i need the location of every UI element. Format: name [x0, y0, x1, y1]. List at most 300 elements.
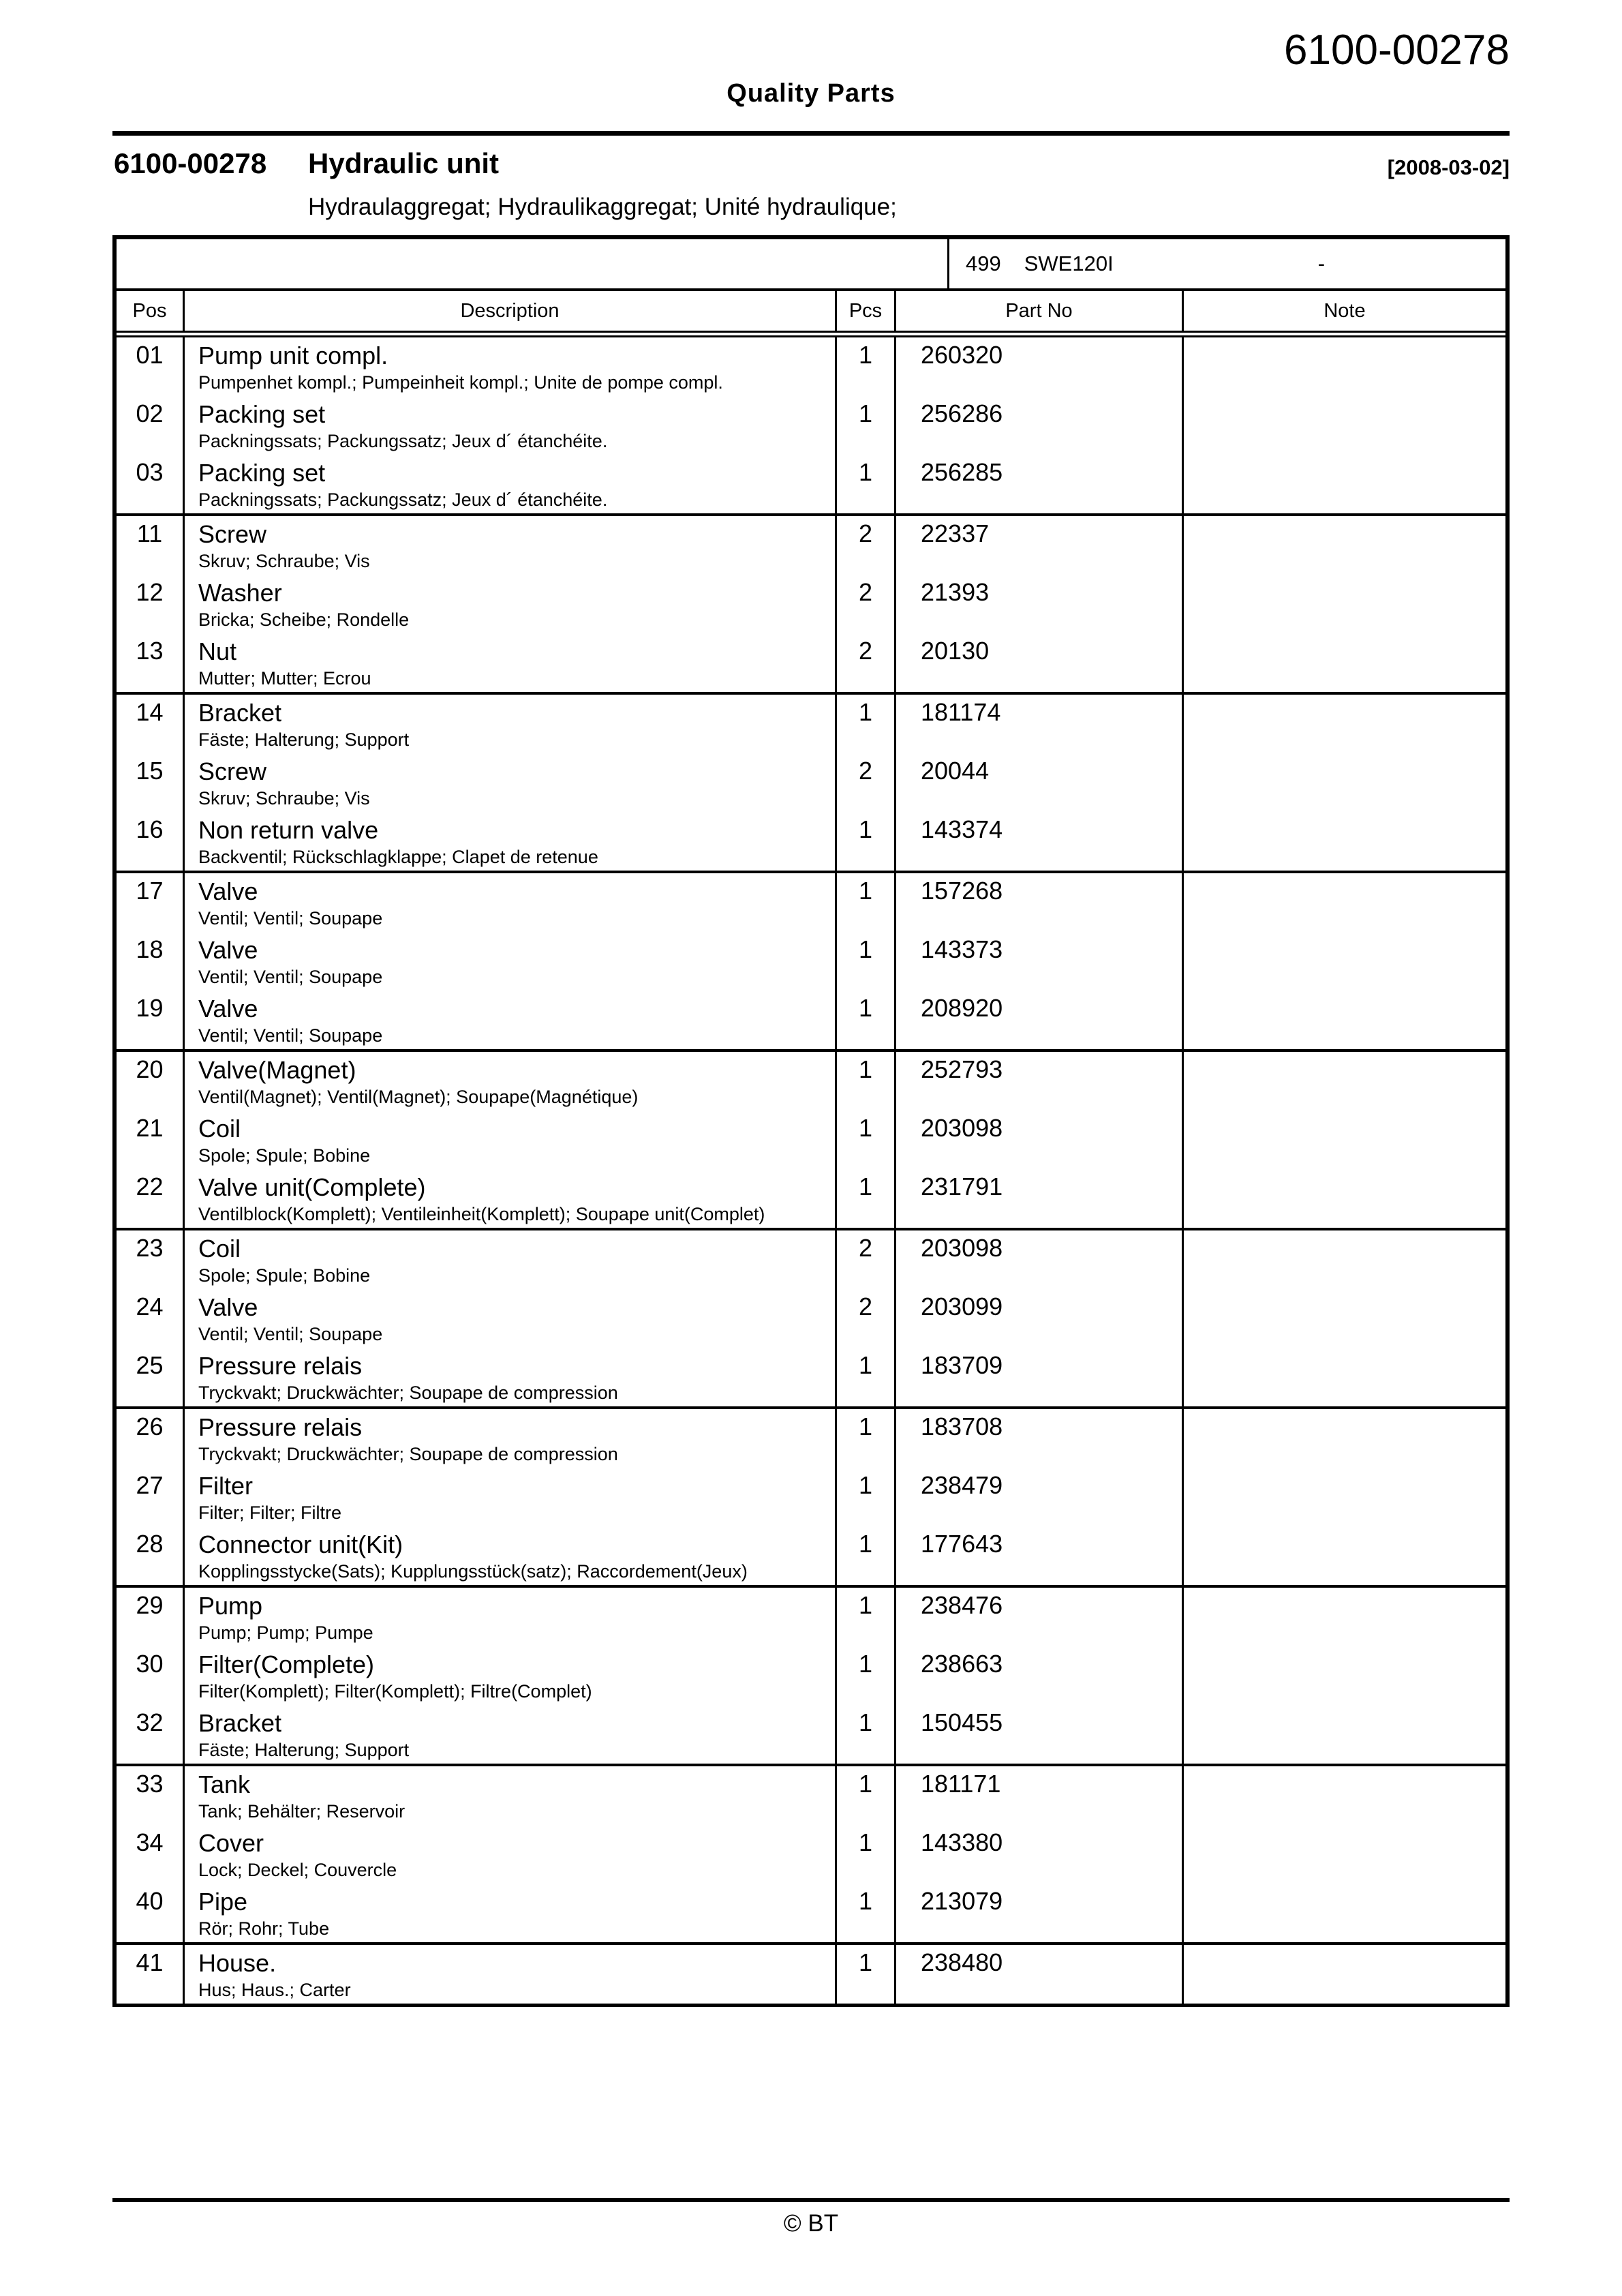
description-title: House.: [198, 1949, 277, 1977]
pos-cell: [117, 812, 185, 871]
pcs-cell: [837, 1646, 896, 1705]
title-translations: Hydraulaggregat; Hydraulikaggregat; Unité hydraulique;: [308, 194, 897, 220]
page-header-title: Quality Parts: [726, 79, 896, 108]
part-number: 203099: [921, 1293, 1003, 1320]
description-translations: Fäste; Halterung; Support: [198, 729, 410, 750]
description-title: Coil: [198, 1235, 241, 1263]
pos-cell: [117, 633, 185, 692]
pos-cell: [117, 1884, 185, 1942]
pcs-cell: [837, 1289, 896, 1348]
pcs-value: 1: [858, 1055, 873, 1083]
pcs-cell: [837, 695, 896, 753]
description-translations: Ventil(Magnet); Ventil(Magnet); Soupape(Magnétique): [198, 1087, 639, 1107]
pcs-value: 1: [858, 1114, 873, 1142]
pos-cell: [117, 991, 185, 1049]
part-number: 252793: [921, 1055, 1003, 1083]
description-title: Pump unit compl.: [198, 342, 388, 369]
part-number: 177643: [921, 1530, 1003, 1558]
footer-rule: [112, 2198, 1510, 2202]
description-cell: [185, 1945, 837, 2004]
description-translations: Spole; Spule; Bobine: [198, 1145, 371, 1166]
description-title: Non return valve: [198, 816, 379, 844]
table-column-header: [117, 291, 1505, 331]
pos-cell: [117, 932, 185, 991]
table-row: [117, 695, 1505, 753]
model-name: SWE120I: [1024, 252, 1114, 275]
pcs-cell: [837, 1884, 896, 1942]
table-row: [117, 1052, 1505, 1111]
note-cell: [1184, 1588, 1505, 1646]
pcs-value: 1: [858, 458, 873, 486]
pcs-value: 1: [858, 1173, 873, 1200]
row-group: [117, 873, 1505, 1052]
note-cell: [1184, 1766, 1505, 1825]
pos-cell: [117, 1526, 185, 1585]
pcs-cell: [837, 1526, 896, 1585]
part-number: 213079: [921, 1887, 1003, 1915]
pcs-cell: [837, 575, 896, 633]
part-number: 181174: [921, 698, 1001, 726]
description-cell: [185, 633, 837, 692]
description-translations: Tryckvakt; Druckwächter; Soupape de compression: [198, 1444, 618, 1464]
note-cell: [1184, 1052, 1505, 1111]
part-no-cell: [896, 455, 1184, 513]
part-number: 238480: [921, 1948, 1003, 1976]
description-translations: Ventil; Ventil; Soupape: [198, 1025, 383, 1046]
description-translations: Fäste; Halterung; Support: [198, 1740, 410, 1760]
description-cell: [185, 1111, 837, 1169]
pos-cell: [117, 337, 185, 396]
row-group: [117, 1052, 1505, 1230]
part-no-cell: [896, 396, 1184, 455]
pcs-value: 2: [858, 1293, 873, 1320]
model-row-empty-cell: [117, 239, 949, 288]
description-cell: [185, 455, 837, 513]
description-title: Packing set: [198, 459, 326, 487]
note-cell: [1184, 1825, 1505, 1884]
pcs-cell: [837, 812, 896, 871]
note-cell: [1184, 932, 1505, 991]
note-cell: [1184, 337, 1505, 396]
pcs-value: 1: [858, 341, 873, 369]
description-translations: Skruv; Schraube; Vis: [198, 551, 370, 571]
pcs-cell: [837, 1588, 896, 1646]
table-row: [117, 575, 1505, 633]
pos-number: 13: [136, 637, 164, 665]
pos-cell: [117, 1646, 185, 1705]
pcs-cell: [837, 753, 896, 812]
description-cell: [185, 1052, 837, 1111]
header-rule: [112, 131, 1510, 136]
part-no-cell: [896, 1705, 1184, 1764]
note-cell: [1184, 695, 1505, 753]
part-number: 208920: [921, 994, 1003, 1022]
description-cell: [185, 753, 837, 812]
pcs-value: 1: [858, 1887, 873, 1915]
note-cell: [1184, 1409, 1505, 1468]
pos-number: 41: [136, 1948, 164, 1976]
pcs-cell: [837, 932, 896, 991]
note-cell: [1184, 633, 1505, 692]
pos-cell: [117, 575, 185, 633]
description-cell: [185, 1884, 837, 1942]
part-no-cell: [896, 1111, 1184, 1169]
pos-number: 16: [136, 815, 164, 843]
column-header-description: Description: [185, 291, 837, 331]
description-translations: Rör; Rohr; Tube: [198, 1918, 330, 1939]
part-no-cell: [896, 1169, 1184, 1228]
table-row: [117, 1409, 1505, 1468]
part-no-cell: [896, 1588, 1184, 1646]
pcs-value: 1: [858, 1591, 873, 1619]
part-number: 143380: [921, 1828, 1003, 1856]
description-translations: Packningssats; Packungssatz; Jeux d´ étanchéite.: [198, 489, 608, 510]
description-cell: [185, 516, 837, 575]
pos-number: 29: [136, 1591, 164, 1619]
description-cell: [185, 1825, 837, 1884]
pos-cell: [117, 1468, 185, 1526]
description-cell: [185, 1588, 837, 1646]
description-title: Valve: [198, 877, 258, 905]
pcs-cell: [837, 1111, 896, 1169]
description-title: Coil: [198, 1115, 241, 1143]
page-title: Hydraulic unit: [308, 147, 500, 179]
part-no-cell: [896, 1945, 1184, 2004]
description-translations: Spole; Spule; Bobine: [198, 1265, 371, 1286]
pos-number: 14: [136, 698, 164, 726]
part-no-cell: [896, 1825, 1184, 1884]
description-translations: Hus; Haus.; Carter: [198, 1980, 351, 2000]
description-translations: Filter(Komplett); Filter(Komplett); Filtre(Complet): [198, 1681, 592, 1702]
part-number: 238476: [921, 1591, 1003, 1619]
description-translations: Bricka; Scheibe; Rondelle: [198, 609, 410, 630]
pcs-value: 1: [858, 877, 873, 905]
description-translations: Pumpenhet kompl.; Pumpeinheit kompl.; Unite de pompe compl.: [198, 372, 723, 393]
row-group: [117, 337, 1505, 516]
column-header-part-no: Part No: [896, 291, 1184, 331]
pos-cell: [117, 1348, 185, 1406]
row-group: [117, 1230, 1505, 1409]
description-cell: [185, 695, 837, 753]
pcs-cell: [837, 1169, 896, 1228]
description-cell: [185, 1289, 837, 1348]
note-cell: [1184, 1111, 1505, 1169]
pos-cell: [117, 753, 185, 812]
row-group: [117, 516, 1505, 695]
note-cell: [1184, 396, 1505, 455]
model-cell: [949, 239, 1505, 288]
description-translations: Ventil; Ventil; Soupape: [198, 967, 383, 987]
pos-number: 30: [136, 1650, 164, 1678]
note-cell: [1184, 1884, 1505, 1942]
pcs-value: 1: [858, 994, 873, 1022]
pos-cell: [117, 1705, 185, 1764]
note-cell: [1184, 516, 1505, 575]
note-cell: [1184, 1230, 1505, 1289]
pos-cell: [117, 1052, 185, 1111]
part-number: 183709: [921, 1351, 1003, 1379]
description-title: Tank: [198, 1770, 251, 1798]
pcs-value: 1: [858, 1471, 873, 1499]
table-row: [117, 1111, 1505, 1169]
description-translations: Tank; Behälter; Reservoir: [198, 1801, 406, 1822]
part-no-cell: [896, 1884, 1184, 1942]
pcs-cell: [837, 1766, 896, 1825]
part-no-cell: [896, 516, 1184, 575]
description-title: Connector unit(Kit): [198, 1530, 403, 1558]
part-no-cell: [896, 991, 1184, 1049]
title-document-number: 6100-00278: [114, 147, 267, 179]
table-row: [117, 1588, 1505, 1646]
description-title: Washer: [198, 579, 282, 607]
description-translations: Packningssats; Packungssatz; Jeux d´ étanchéite.: [198, 431, 608, 451]
description-translations: Tryckvakt; Druckwächter; Soupape de compression: [198, 1383, 618, 1403]
description-title: Pressure relais: [198, 1413, 363, 1441]
part-no-cell: [896, 337, 1184, 396]
table-row: [117, 337, 1505, 396]
description-translations: Ventil; Ventil; Soupape: [198, 908, 383, 928]
pcs-cell: [837, 1705, 896, 1764]
description-cell: [185, 1409, 837, 1468]
description-title: Valve: [198, 995, 258, 1023]
pos-cell: [117, 455, 185, 513]
pos-number: 22: [136, 1173, 164, 1200]
description-cell: [185, 337, 837, 396]
part-number: 238663: [921, 1650, 1003, 1678]
part-number: 260320: [921, 341, 1003, 369]
description-title: Cover: [198, 1829, 264, 1857]
pos-cell: [117, 1169, 185, 1228]
note-cell: [1184, 991, 1505, 1049]
part-number: 256286: [921, 399, 1003, 427]
pcs-cell: [837, 337, 896, 396]
pcs-cell: [837, 1230, 896, 1289]
part-number: 203098: [921, 1114, 1003, 1142]
row-group: [117, 1766, 1505, 1945]
part-no-cell: [896, 812, 1184, 871]
pos-cell: [117, 873, 185, 932]
part-no-cell: [896, 1766, 1184, 1825]
pos-number: 12: [136, 578, 164, 606]
pos-cell: [117, 1766, 185, 1825]
pcs-value: 1: [858, 1770, 873, 1798]
description-title: Screw: [198, 757, 267, 785]
pos-cell: [117, 1111, 185, 1169]
pcs-cell: [837, 633, 896, 692]
part-no-cell: [896, 575, 1184, 633]
part-no-cell: [896, 1052, 1184, 1111]
part-no-cell: [896, 932, 1184, 991]
pcs-cell: [837, 991, 896, 1049]
table-body: [117, 337, 1505, 2004]
part-no-cell: [896, 1348, 1184, 1406]
pos-number: 15: [136, 757, 164, 785]
pos-number: 32: [136, 1708, 164, 1736]
pcs-value: 1: [858, 1413, 873, 1440]
table-row: [117, 753, 1505, 812]
table-row: [117, 455, 1505, 513]
table-row: [117, 1348, 1505, 1406]
pos-number: 01: [136, 341, 164, 369]
pcs-value: 2: [858, 1234, 873, 1262]
pcs-value: 1: [858, 1828, 873, 1856]
part-number: 256285: [921, 458, 1003, 486]
pos-cell: [117, 516, 185, 575]
pcs-value: 1: [858, 1351, 873, 1379]
pos-number: 24: [136, 1293, 164, 1320]
pcs-value: 1: [858, 1708, 873, 1736]
pcs-value: 1: [858, 815, 873, 843]
pos-number: 27: [136, 1471, 164, 1499]
pos-number: 02: [136, 399, 164, 427]
row-group: [117, 695, 1505, 873]
pos-number: 34: [136, 1828, 164, 1856]
pos-number: 25: [136, 1351, 164, 1379]
description-cell: [185, 1169, 837, 1228]
pcs-value: 1: [858, 698, 873, 726]
description-translations: Backventil; Rückschlagklappe; Clapet de retenue: [198, 847, 598, 867]
pos-cell: [117, 1409, 185, 1468]
table-row: [117, 1945, 1505, 2004]
description-translations: Mutter; Mutter; Ecrou: [198, 668, 371, 689]
table-row: [117, 1825, 1505, 1884]
table-row: [117, 1526, 1505, 1585]
description-title: Nut: [198, 637, 237, 665]
description-title: Valve: [198, 936, 258, 964]
column-header-pcs: Pcs: [837, 291, 896, 331]
pos-number: 23: [136, 1234, 164, 1262]
description-title: Pipe: [198, 1888, 248, 1916]
row-group: [117, 1588, 1505, 1766]
model-dash: -: [1317, 252, 1326, 275]
pcs-cell: [837, 1468, 896, 1526]
note-cell: [1184, 1705, 1505, 1764]
part-number: 231791: [921, 1173, 1003, 1200]
description-cell: [185, 1468, 837, 1526]
table-row: [117, 1884, 1505, 1942]
description-title: Valve: [198, 1293, 258, 1321]
pcs-value: 1: [858, 935, 873, 963]
note-cell: [1184, 1289, 1505, 1348]
part-number: 157268: [921, 877, 1003, 905]
table-row: [117, 991, 1505, 1049]
part-no-cell: [896, 1646, 1184, 1705]
note-cell: [1184, 812, 1505, 871]
description-cell: [185, 575, 837, 633]
table-row: [117, 873, 1505, 932]
description-translations: Skruv; Schraube; Vis: [198, 788, 370, 809]
pos-number: 20: [136, 1055, 164, 1083]
description-title: Filter(Complete): [198, 1650, 375, 1678]
table-row: [117, 1646, 1505, 1705]
pos-cell: [117, 1825, 185, 1884]
part-number: 143374: [921, 815, 1003, 843]
part-number: 21393: [921, 578, 990, 606]
part-number: 143373: [921, 935, 1003, 963]
part-number: 22337: [921, 519, 990, 547]
table-row: [117, 1289, 1505, 1348]
pos-number: 28: [136, 1530, 164, 1558]
pos-number: 21: [136, 1114, 164, 1142]
description-cell: [185, 1766, 837, 1825]
part-number: 203098: [921, 1234, 1003, 1262]
pos-cell: [117, 695, 185, 753]
table-row: [117, 516, 1505, 575]
note-cell: [1184, 455, 1505, 513]
pos-cell: [117, 1289, 185, 1348]
description-translations: Lock; Deckel; Couvercle: [198, 1860, 397, 1880]
pcs-value: 2: [858, 519, 873, 547]
note-cell: [1184, 1348, 1505, 1406]
pcs-value: 1: [858, 1530, 873, 1558]
pos-number: 40: [136, 1887, 164, 1915]
pos-number: 03: [136, 458, 164, 486]
table-row: [117, 1169, 1505, 1228]
part-number: 20130: [921, 637, 990, 665]
pos-cell: [117, 1945, 185, 2004]
description-translations: Pump; Pump; Pumpe: [198, 1622, 373, 1643]
pos-number: 17: [136, 877, 164, 905]
description-title: Pressure relais: [198, 1352, 363, 1380]
pos-number: 33: [136, 1770, 164, 1798]
part-no-cell: [896, 1409, 1184, 1468]
row-group: [117, 1409, 1505, 1588]
column-header-pos: Pos: [117, 291, 185, 331]
pcs-cell: [837, 1945, 896, 2004]
part-number: 183708: [921, 1413, 1003, 1440]
description-title: Screw: [198, 520, 267, 548]
description-translations: Kopplingsstycke(Sats); Kupplungsstück(satz); Raccordement(Jeux): [198, 1561, 748, 1582]
pcs-value: 1: [858, 1948, 873, 1976]
pcs-cell: [837, 396, 896, 455]
part-no-cell: [896, 1468, 1184, 1526]
description-cell: [185, 1646, 837, 1705]
part-no-cell: [896, 1289, 1184, 1348]
header-double-rule: [117, 331, 1505, 337]
note-cell: [1184, 575, 1505, 633]
pcs-value: 1: [858, 1650, 873, 1678]
pcs-cell: [837, 1052, 896, 1111]
description-cell: [185, 991, 837, 1049]
description-title: Valve unit(Complete): [198, 1173, 426, 1201]
part-no-cell: [896, 633, 1184, 692]
pos-cell: [117, 396, 185, 455]
table-row: [117, 1705, 1505, 1764]
note-cell: [1184, 1169, 1505, 1228]
note-cell: [1184, 753, 1505, 812]
description-cell: [185, 812, 837, 871]
pcs-value: 1: [858, 399, 873, 427]
pos-cell: [117, 1588, 185, 1646]
copyright-notice: © BT: [783, 2210, 839, 2237]
description-cell: [185, 932, 837, 991]
part-number: 20044: [921, 757, 990, 785]
description-title: Filter: [198, 1472, 253, 1500]
pcs-cell: [837, 455, 896, 513]
pcs-value: 2: [858, 637, 873, 665]
part-no-cell: [896, 695, 1184, 753]
note-cell: [1184, 1526, 1505, 1585]
part-number: 181171: [921, 1770, 1001, 1798]
pcs-cell: [837, 1409, 896, 1468]
pos-number: 26: [136, 1413, 164, 1440]
pos-number: 19: [136, 994, 164, 1022]
description-title: Pump: [198, 1592, 263, 1620]
pcs-cell: [837, 1348, 896, 1406]
description-cell: [185, 1705, 837, 1764]
part-no-cell: [896, 873, 1184, 932]
row-group: [117, 1945, 1505, 2004]
